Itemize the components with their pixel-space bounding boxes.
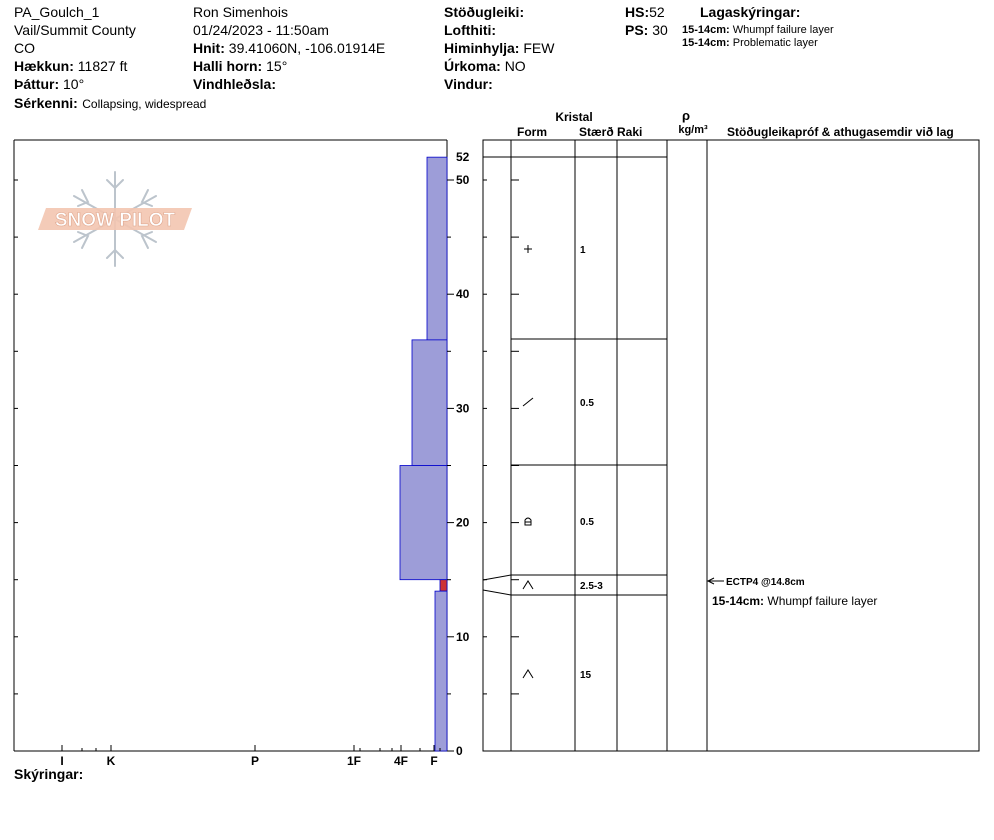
hardness-tick-label: 1F — [346, 754, 362, 768]
coords-label: Hnit: — [193, 40, 225, 56]
depth-tick-label: 50 — [456, 173, 470, 187]
precip-value: NO — [504, 58, 526, 74]
precip-label: Úrkoma: — [444, 58, 501, 74]
hardness-tick-label: K — [106, 754, 116, 768]
depth-tick-label: 30 — [456, 401, 470, 416]
aspect-label: Þáttur: — [14, 76, 60, 92]
hs-value: 52 — [649, 4, 665, 20]
test-note-text: Whumpf failure layer — [767, 594, 878, 608]
tests-header: Stöðugleikapróf & athugasemdir við lag — [727, 125, 954, 139]
ps-label: PS: — [625, 22, 649, 38]
depth-tick-label: 10 — [456, 629, 470, 644]
ps-value: 30 — [652, 22, 668, 38]
depth-tick-label: 20 — [456, 515, 470, 530]
specifics-label: Sérkenni: — [14, 95, 78, 111]
depth-tick-label: 0 — [456, 744, 463, 758]
rho-header: ρ — [681, 108, 691, 123]
plus-icon — [524, 245, 532, 253]
density-unit-header: kg/m³ — [678, 124, 708, 136]
hardness-tick-label: I — [60, 754, 64, 768]
air-temp-label: Lofthiti: — [444, 22, 497, 38]
site-name: PA_Goulch_1 — [14, 4, 100, 20]
stability-label: Stöðugleiki: — [444, 4, 525, 20]
layer-notes-label: Lagaskýringar: — [700, 4, 801, 20]
hardness-tick-label: F — [430, 754, 438, 768]
moisture-header: Raki — [617, 125, 643, 139]
hardness-bar — [440, 580, 447, 591]
wind-loading-label: Vindhleðsla: — [193, 76, 276, 92]
hardness-bar — [400, 466, 447, 580]
caret-icon — [523, 670, 533, 678]
layer-note-text: Problematic layer — [732, 37, 818, 49]
lens-icon — [525, 518, 531, 525]
grain-size-label: 0.5 — [580, 517, 594, 528]
grain-size-label: 15 — [580, 670, 592, 681]
sky-label: Himinhylja: — [444, 40, 520, 56]
stability-test-label: ECTP4 @14.8cm — [726, 577, 805, 588]
depth-tick-label: 40 — [456, 287, 470, 302]
elevation-value: 11827 ft — [77, 58, 128, 74]
test-note — [712, 594, 877, 608]
grain-size-label: 2.5-3 — [580, 581, 603, 592]
observation-datetime: 01/24/2023 - 11:50am — [193, 22, 329, 38]
slope-label: Halli horn: — [193, 58, 263, 74]
elevation-label: Hækkun: — [14, 58, 74, 74]
hardness-bar — [427, 157, 447, 340]
layer-connector — [483, 590, 511, 595]
aspect-value: 10° — [63, 76, 85, 92]
specifics-value: Collapsing, widespread — [82, 97, 207, 111]
hs-label: HS: — [625, 4, 650, 20]
hardness-bar — [435, 591, 447, 751]
area-name: Vail/Summit County — [14, 22, 136, 38]
wind-label: Vindur: — [444, 76, 493, 92]
hardness-tick-label: 4F — [393, 754, 409, 768]
grain-size-label: 0.5 — [580, 398, 594, 409]
slope-value: 15° — [266, 58, 288, 74]
state-name: CO — [14, 40, 35, 56]
layer-table — [483, 140, 979, 751]
layer-note-text: Whumpf failure layer — [732, 24, 834, 36]
size-header: Stærð — [579, 125, 614, 139]
grain-size-label: 1 — [580, 245, 586, 256]
snowpilot-logo — [38, 172, 192, 266]
comments-label: Skýringar: — [14, 766, 84, 782]
kristal-header: Kristal — [555, 110, 593, 124]
sky-value: FEW — [523, 40, 555, 56]
layer-note-depth: 15-14cm: — [682, 24, 730, 36]
caret-icon — [523, 581, 533, 589]
hardness-bar — [412, 340, 447, 466]
logo-text: SNOW PILOT — [54, 210, 176, 231]
layer-connector — [483, 575, 511, 580]
layer-note-depth: 15-14cm: — [682, 37, 730, 49]
table-frame — [483, 140, 979, 751]
depth-top-label: 52 — [456, 150, 470, 165]
slash-icon — [523, 398, 533, 406]
observer-name: Ron Simenhois — [193, 4, 288, 20]
hardness-tick-label: P — [250, 754, 260, 768]
test-note-depth: 15-14cm: — [712, 594, 768, 608]
form-header: Form — [517, 125, 547, 139]
coords-value: 39.41060N, -106.01914E — [228, 40, 386, 56]
